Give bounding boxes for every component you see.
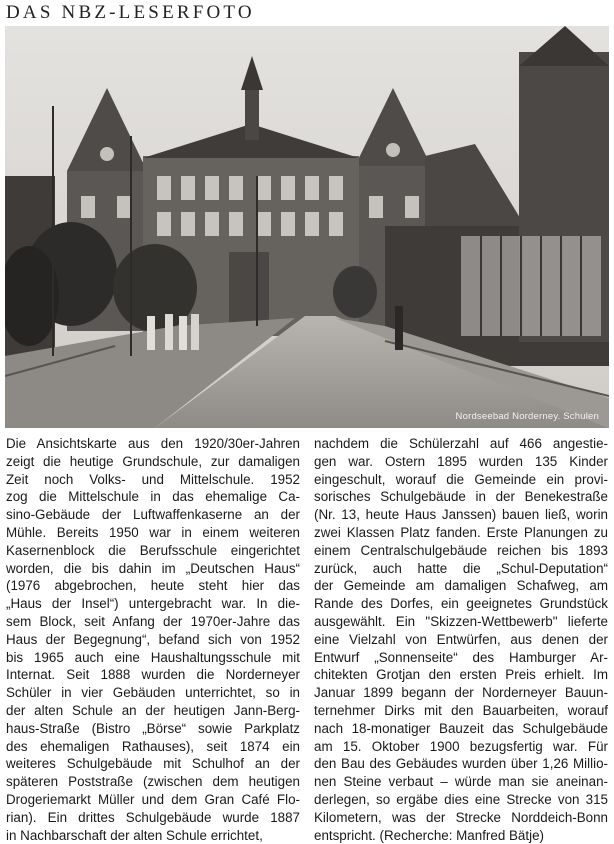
article-line: ausgewählt. Ein "Skizzen-Wettbewerb" lieferte <box>314 613 608 629</box>
article-line: sino-Gebäude der Luftwaffenkaserne an der <box>6 507 300 523</box>
article-line: entspricht. (Recherche: Manfred Bätje) <box>314 827 544 843</box>
article-column-right <box>314 435 608 844</box>
article-line: Drogeriemarkt Müller und dem Gran Café Flo- <box>6 791 300 807</box>
article-line: den Bau des Gebäudes wurden über 1,26 Millio- <box>314 756 608 772</box>
article-line: zog die Mittelschule in das ehemalige Ca- <box>6 489 300 505</box>
article-line: sem Block, seit Anfang der 1970er-Jahre das <box>6 613 300 629</box>
article-line: „Haus der Insel“) untergebracht war. In die- <box>6 596 300 612</box>
article-line: ternehmer Dirks mit den Bauarbeiten, worauf <box>314 702 608 718</box>
article-line: Rande des Dorfes, ein geeignetes Grundstück <box>314 596 608 612</box>
photo-illustration <box>5 26 609 428</box>
page-header: DAS NBZ-LESERFOTO <box>6 2 255 23</box>
article-line: haus-Straße (Bistro „Börse“ sowie Parkplatz <box>6 720 300 736</box>
article-line: bis 1965 auch eine Haushaltungsschule mit <box>6 649 300 665</box>
historic-photo <box>5 26 609 428</box>
article-line: der Gemeinde am damaligen Schafweg, am <box>314 578 608 594</box>
article-line: eine Vielzahl von Entwürfen, aus denen der <box>314 631 608 647</box>
article-line: chitekten Grotjan den ersten Preis erhielt. Im <box>314 667 608 683</box>
article-line: Schüler in vier Gebäuden unterrichtet, so in <box>6 685 300 701</box>
article-line: Zeit noch Volks- und Mittelschule. 1952 <box>6 471 300 487</box>
article-line: einem Centralschulgebäude reichen bis 1893 <box>314 542 608 558</box>
article-line: nach 18-monatiger Bauzeit das Schulgebäude <box>314 720 608 736</box>
article-line: zwei Klassen Platz fanden. Erste Planungen zu <box>314 524 608 540</box>
article-line: Januar 1899 begann der Norderneyer Bauun- <box>314 685 608 701</box>
article-line: nen Steine verbaut – würde man sie aneinan- <box>314 774 608 790</box>
article-line: des ehemaligen Rathauses), seit 1874 ein <box>6 738 300 754</box>
article-line: Kilometern, was der Strecke Norddeich-Bonn <box>314 809 608 825</box>
article-line: zurück, auch hatte die „Schul-Deputation“ <box>314 560 608 576</box>
article-line: zeigt die heutige Grundschule, zur damaligen <box>6 453 300 469</box>
article-line: der alten Schule an der heutigen Jann-Berg- <box>6 702 300 718</box>
article-line: gen war. Ostern 1895 wurden 135 Kinder <box>314 453 608 469</box>
article-line: am 15. Oktober 1900 bezugsfertig war. Für <box>314 738 608 754</box>
article-line: Internat. Seit 1888 wurden die Norderneyer <box>6 667 300 683</box>
article-line: derlegen, so ergäbe dies eine Strecke von 315 <box>314 791 608 807</box>
article-line: Die Ansichtskarte aus den 1920/30er-Jahren <box>6 436 300 451</box>
article-line: Mühle. Bereits 1950 war in einem weiteren <box>6 524 300 540</box>
article-line: Entwurf „Sonnenseite“ des Hamburger Ar- <box>314 649 608 665</box>
article-column-left <box>6 435 300 844</box>
article-line: (1976 abgebrochen, heute steht hier das <box>6 578 300 594</box>
article-line: (Nr. 13, heute Haus Janssen) bauen ließ, worin <box>314 507 608 523</box>
article-line: worden, die bis dahin im „Deutschen Haus“ <box>6 560 300 576</box>
article-line: weiteres Schulgebäude mit Schulhof an der <box>6 756 300 772</box>
article-line: in Nachbarschaft der alten Schule errichtet, <box>6 827 263 843</box>
article-line: Kasernenblock die Berufsschule eingerichtet <box>6 542 300 558</box>
article-line: eingeschult, worauf die Gemeinde ein provi- <box>314 471 608 487</box>
article-line: nachdem die Schülerzahl auf 466 angestie- <box>314 436 608 451</box>
article-line: späteren Poststraße (zwischen dem heutigen <box>6 774 300 790</box>
photo-caption: Nordseebad Norderney. Schulen <box>455 411 599 422</box>
article-line: Haus der Begegnung“, befand sich von 1952 <box>6 631 300 647</box>
article-line: sorisches Schulgebäude in der Benekestraße <box>314 489 608 505</box>
article-line: rian). Ein drittes Schulgebäude wurde 1887 <box>6 809 300 825</box>
